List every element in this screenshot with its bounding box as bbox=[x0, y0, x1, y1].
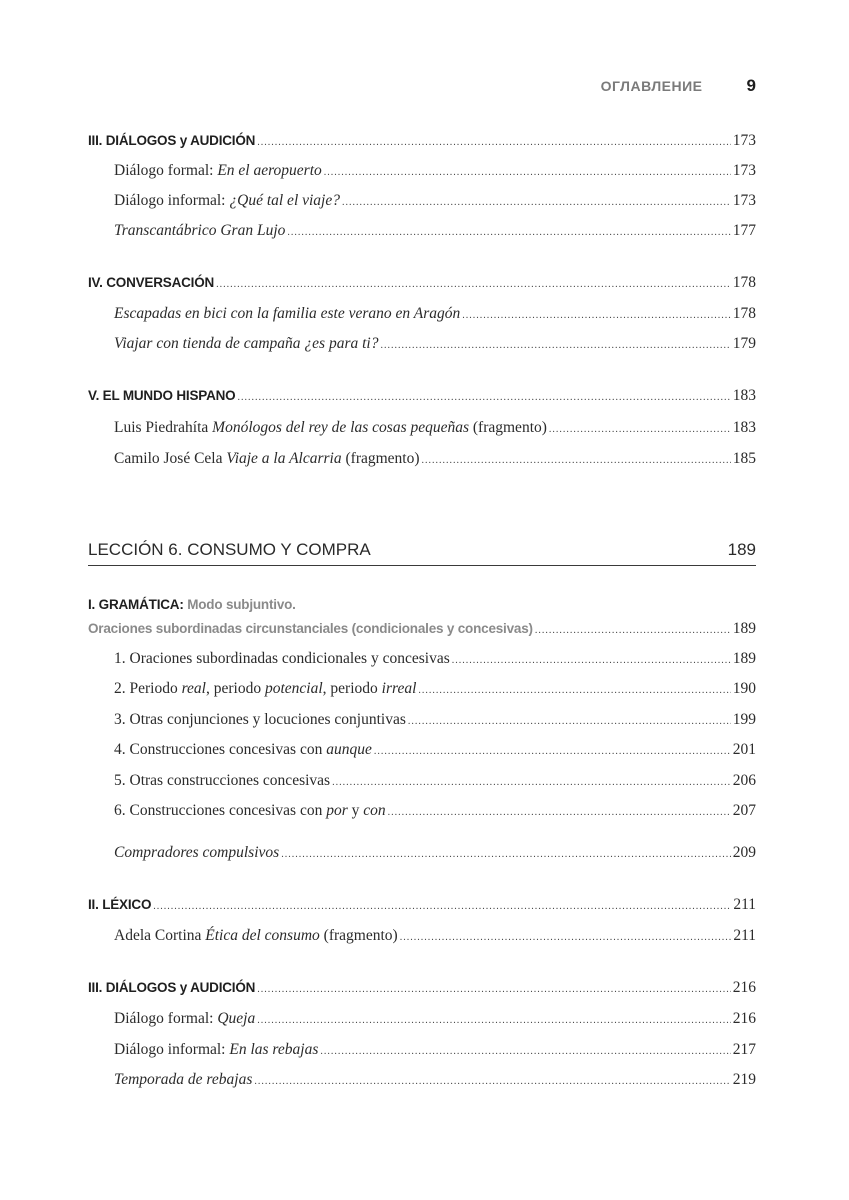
dot-leader bbox=[549, 420, 731, 440]
entry-title: Monólogos del rey de las cosas pequeñas bbox=[212, 419, 470, 436]
page-ref: 173 bbox=[732, 132, 756, 149]
entry-text: 2. Periodo bbox=[114, 680, 182, 697]
dot-leader bbox=[380, 336, 730, 356]
page-ref: 211 bbox=[733, 896, 756, 913]
entry-title: Viaje a la Alcarria bbox=[226, 450, 342, 467]
page-ref: 201 bbox=[732, 741, 756, 758]
section-title: I. GRAMÁTICA: bbox=[88, 597, 184, 612]
entry-text: , periodo bbox=[322, 680, 382, 697]
section-subtitle: Modo subjuntivo. bbox=[187, 597, 296, 612]
running-head bbox=[601, 76, 756, 96]
page-ref: 179 bbox=[732, 335, 756, 352]
dot-leader bbox=[400, 928, 732, 948]
entry-suffix: (fragmento) bbox=[469, 419, 547, 436]
toc-entry[interactable] bbox=[114, 449, 756, 471]
toc-entry[interactable] bbox=[114, 161, 756, 183]
dot-leader bbox=[422, 451, 731, 471]
entry-prefix: Diálogo informal: bbox=[114, 192, 230, 209]
toc-entry[interactable] bbox=[114, 679, 756, 701]
page-ref: 183 bbox=[732, 387, 756, 404]
page-ref: 173 bbox=[732, 192, 756, 209]
toc-section-gramatica[interactable] bbox=[88, 597, 296, 612]
entry-title: 3. Otras conjunciones y locuciones conjuntivas bbox=[114, 711, 406, 728]
toc-section-dialogos-2[interactable] bbox=[88, 978, 756, 1000]
dot-leader bbox=[257, 133, 731, 153]
page-ref: 189 bbox=[732, 620, 756, 637]
toc-entry[interactable] bbox=[114, 740, 756, 762]
toc-section-mundo-hispano[interactable] bbox=[88, 386, 756, 408]
page-ref: 178 bbox=[732, 305, 756, 322]
entry-title: Transcantábrico Gran Lujo bbox=[114, 222, 286, 239]
entry-title: Escapadas en bici con la familia este verano en Aragón bbox=[114, 305, 461, 322]
section-title: II. LÉXICO bbox=[88, 897, 152, 912]
dot-leader bbox=[418, 681, 730, 701]
entry-suffix: (fragmento) bbox=[319, 927, 398, 944]
entry-title: Viajar con tienda de campaña ¿es para ti? bbox=[114, 335, 379, 352]
entry-suffix: (fragmento) bbox=[341, 450, 420, 467]
dot-leader bbox=[324, 163, 731, 183]
page-ref: 216 bbox=[732, 979, 756, 996]
lesson-heading[interactable] bbox=[88, 540, 756, 566]
page-ref: 211 bbox=[733, 927, 756, 944]
entry-text: 6. Construcciones concesivas con bbox=[114, 802, 327, 819]
dot-leader bbox=[452, 651, 731, 671]
dot-leader bbox=[462, 306, 730, 326]
entry-title: En las rebajas bbox=[229, 1041, 319, 1058]
lesson-page: 189 bbox=[727, 540, 756, 559]
toc-entry[interactable] bbox=[114, 221, 756, 243]
entry-italic: potencial bbox=[264, 680, 323, 697]
toc-section-conversacion[interactable] bbox=[88, 273, 756, 295]
page-ref: 183 bbox=[732, 419, 756, 436]
toc-entry[interactable] bbox=[114, 1070, 756, 1092]
dot-leader bbox=[237, 388, 730, 408]
section-title: IV. CONVERSACIÓN bbox=[88, 275, 215, 290]
toc-entry[interactable] bbox=[114, 1040, 756, 1062]
page-ref: 190 bbox=[732, 680, 756, 697]
toc-entry[interactable] bbox=[114, 1009, 756, 1031]
dot-leader bbox=[408, 712, 731, 732]
toc-section-dialogos[interactable] bbox=[88, 131, 756, 153]
dot-leader bbox=[153, 897, 731, 917]
entry-italic: irreal bbox=[381, 680, 417, 697]
dot-leader bbox=[332, 773, 731, 793]
dot-leader bbox=[257, 1011, 731, 1031]
page-ref: 178 bbox=[732, 274, 756, 291]
page-ref: 185 bbox=[732, 450, 756, 467]
entry-prefix: Luis Piedrahíta bbox=[114, 419, 213, 436]
toc-entry[interactable] bbox=[114, 649, 756, 671]
page-ref: 173 bbox=[732, 162, 756, 179]
lesson-title: LECCIÓN 6. CONSUMO Y COMPRA bbox=[88, 540, 371, 559]
toc-entry[interactable] bbox=[114, 771, 756, 793]
dot-leader bbox=[374, 742, 731, 762]
entry-title: Temporada de rebajas bbox=[114, 1071, 253, 1088]
dot-leader bbox=[216, 275, 731, 295]
entry-text: y bbox=[347, 802, 364, 819]
dot-leader bbox=[281, 845, 731, 865]
entry-title: Queja bbox=[217, 1010, 256, 1027]
entry-prefix: Diálogo formal: bbox=[114, 162, 218, 179]
toc-entry[interactable] bbox=[114, 843, 756, 865]
toc-entry[interactable] bbox=[114, 191, 756, 213]
section-subtitle-line: Oraciones subordinadas circunstanciales (condicionales y concesivas) bbox=[88, 621, 533, 636]
running-head-title: ОГЛАВЛЕНИЕ bbox=[600, 78, 703, 94]
dot-leader bbox=[257, 980, 731, 1000]
dot-leader bbox=[535, 621, 731, 641]
dot-leader bbox=[388, 803, 731, 823]
page-ref: 189 bbox=[732, 650, 756, 667]
entry-title: ¿Qué tal el viaje? bbox=[229, 192, 340, 209]
section-title: V. EL MUNDO HISPANO bbox=[88, 388, 236, 403]
toc-entry[interactable] bbox=[114, 926, 756, 948]
dot-leader bbox=[254, 1072, 730, 1092]
page-ref: 177 bbox=[732, 222, 756, 239]
dot-leader bbox=[320, 1042, 730, 1062]
page-ref: 217 bbox=[732, 1041, 756, 1058]
toc-entry[interactable] bbox=[114, 801, 756, 823]
entry-italic: con bbox=[363, 802, 386, 819]
toc-entry[interactable] bbox=[114, 710, 756, 732]
entry-italic: por bbox=[326, 802, 348, 819]
entry-title: 5. Otras construcciones concesivas bbox=[114, 772, 331, 789]
toc-section-lexico[interactable] bbox=[88, 895, 756, 917]
page-number: 9 bbox=[746, 76, 756, 95]
toc-entry[interactable] bbox=[114, 304, 756, 326]
page-ref: 209 bbox=[732, 844, 756, 861]
entry-italic: aunque bbox=[326, 741, 372, 758]
entry-text: , periodo bbox=[206, 680, 265, 697]
dot-leader bbox=[287, 223, 730, 243]
entry-prefix: Diálogo formal: bbox=[114, 1010, 218, 1027]
entry-title: En el aeropuerto bbox=[217, 162, 322, 179]
entry-text: 4. Construcciones concesivas con bbox=[114, 741, 327, 758]
entry-prefix: Diálogo informal: bbox=[114, 1041, 230, 1058]
entry-title: 1. Oraciones subordinadas condicionales y concesivas bbox=[114, 650, 450, 667]
page-ref: 199 bbox=[732, 711, 756, 728]
section-title: III. DIÁLOGOS y AUDICIÓN bbox=[88, 980, 256, 995]
section-title: III. DIÁLOGOS y AUDICIÓN bbox=[88, 133, 256, 148]
entry-prefix: Camilo José Cela bbox=[114, 450, 227, 467]
toc-entry[interactable] bbox=[114, 418, 756, 440]
entry-italic: real bbox=[181, 680, 206, 697]
page-ref: 216 bbox=[732, 1010, 756, 1027]
dot-leader bbox=[342, 193, 731, 213]
toc-section-gramatica-line2[interactable] bbox=[88, 619, 756, 641]
page-ref: 219 bbox=[732, 1071, 756, 1088]
entry-prefix: Adela Cortina bbox=[114, 927, 206, 944]
toc-entry[interactable] bbox=[114, 334, 756, 356]
page-ref: 207 bbox=[732, 802, 756, 819]
entry-title: Ética del consumo bbox=[205, 927, 320, 944]
page-ref: 206 bbox=[732, 772, 756, 789]
entry-title: Compradores compulsivos bbox=[114, 844, 280, 861]
